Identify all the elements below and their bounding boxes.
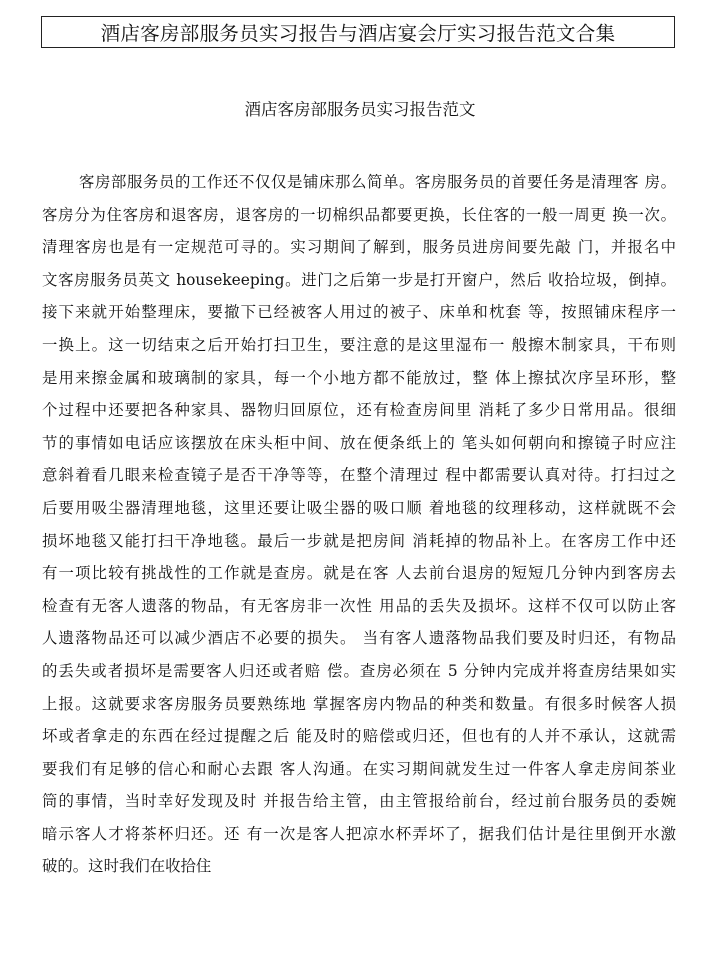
body-line: 筒的事情，当时幸好发现及时 并报告给主管，由主管报给前台，经过前台服务员的委婉 (42, 792, 676, 811)
body-line: 损坏地毯又能打扫干净地毯。最后一步就是把房间 消耗掉的物品补上。在客房工作中还 (42, 531, 676, 550)
body-line: 检查有无客人遗落的物品，有无客房非一次性 用品的丢失及损坏。这样不仅可以防止客 (42, 596, 676, 615)
body-line: 意斜着看几眼来检查镜子是否干净等等，在整个清理过 程中都需要认真对待。打扫过之 (42, 466, 676, 485)
body-line: 上报。这就要求客房服务员要熟练地 掌握客房内物品的种类和数量。有很多时候客人损 (42, 694, 676, 713)
body-line: 是用来擦金属和玻璃制的家具，每一个小地方都不能放过，整 体上擦拭次序呈环形，整 (42, 368, 676, 387)
body-line: 破的。这时我们在收拾住 (42, 857, 212, 876)
body-line: 的丢失或者损坏是需要客人归还或者赔 偿。查房必须在 5 分钟内完成并将查房结果如实 (42, 661, 676, 680)
article-subtitle: 酒店客房部服务员实习报告范文 (244, 100, 476, 119)
body-line: 节的事情如电话应该摆放在床头柜中间、放在便条纸上的 笔头如何朝向和擦镜子时应注 (42, 433, 676, 452)
body-line: 文客房服务员英文 housekeeping。进门之后第一步是打开窗户，然后 收拾垃圾，倒掉。 (42, 270, 676, 289)
body-line: 暗示客人才将茶杯归还。还 有一次是客人把凉水杯弄坏了，据我们估计是往里倒开水激 (42, 824, 676, 843)
document-header-title: 酒店客房部服务员实习报告与酒店宴会厅实习报告范文合集 (41, 16, 675, 48)
body-line: 一换上。这一切结束之后开始打扫卫生，要注意的是这里湿布一 般擦木制家具，干布则 (42, 335, 676, 354)
body-line: 个过程中还要把各种家具、器物归回原位，还有检查房间里 消耗了多少日常用品。很细 (42, 401, 676, 420)
body-line: 清理客房也是有一定规范可寻的。实习期间了解到，服务员进房间要先敲 门，并报名中 (42, 238, 676, 257)
body-line: 客房分为住客房和退客房，退客房的一切棉织品都要更换，长住客的一般一周更 换一次。 (42, 205, 676, 224)
article-body (42, 166, 676, 883)
body-line: 要我们有足够的信心和耐心去跟 客人沟通。在实习期间就发生过一件客人拿走房间茶业 (42, 759, 676, 778)
body-line: 坏或者拿走的东西在经过提醒之后 能及时的赔偿或归还，但也有的人并不承认，这就需 (42, 727, 676, 746)
body-line: 有一项比较有挑战性的工作就是查房。就是在客 人去前台退房的短短几分钟内到客房去 (42, 564, 676, 583)
body-line: 后要用吸尘器清理地毯，这里还要让吸尘器的吸口顺 着地毯的纹理移动，这样就既不会 (42, 498, 676, 517)
body-line: 接下来就开始整理床，要撤下已经被客人用过的被子、床单和枕套 等，按照铺床程序一 (42, 303, 676, 322)
body-line: 人遗落物品还可以减少酒店不必要的损失。 当有客人遗落物品我们要及时归还，有物品 (42, 629, 676, 648)
body-line: 客房部服务员的工作还不仅仅是铺床那么简单。客房服务员的首要任务是清理客 房。 (79, 173, 676, 191)
